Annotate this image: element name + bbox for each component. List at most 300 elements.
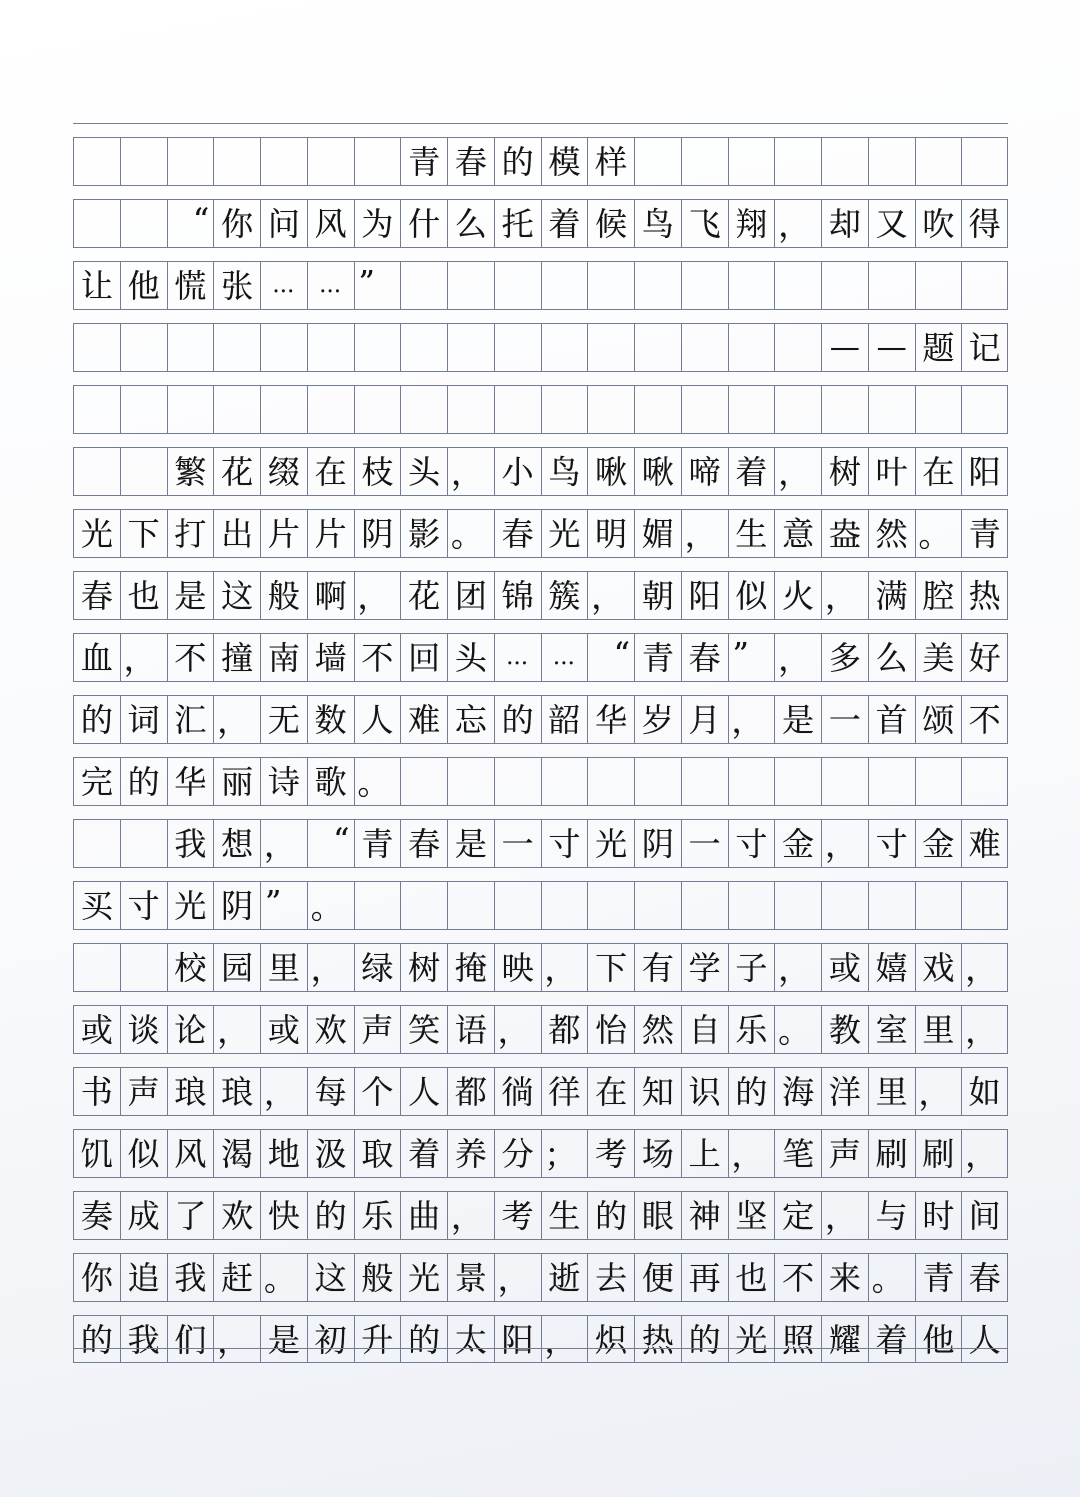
grid-cell-char: 青: [634, 634, 681, 681]
grid-cell-char: 欢: [213, 1192, 260, 1239]
grid-cell-char: 飞: [681, 200, 728, 247]
grid-cell-empty: [400, 324, 447, 371]
grid-cell-char: 多: [821, 634, 868, 681]
grid-cell-empty: [915, 758, 962, 805]
grid-cell-char: 血: [73, 634, 120, 681]
grid-cell-char: 火: [774, 572, 821, 619]
grid-cell-char: 声: [354, 1006, 401, 1053]
grid-cell-char: 么: [447, 200, 494, 247]
grid-cell-char: 学: [681, 944, 728, 991]
grid-cell-char: 书: [73, 1068, 120, 1115]
grid-cell-empty: [821, 882, 868, 929]
grid-cell-empty: [400, 386, 447, 433]
grid-cell-char: 金: [774, 820, 821, 867]
grid-cell-char: 墙: [307, 634, 354, 681]
grid-cell-char: 眼: [634, 1192, 681, 1239]
grid-cell-char: 模: [541, 138, 588, 185]
grid-cell-char: 人: [354, 696, 401, 743]
grid-cell-char: 寸: [868, 820, 915, 867]
grid-cell-char: 光: [541, 510, 588, 557]
grid-cell-char: 候: [587, 200, 634, 247]
grid-cell-char: 上: [681, 1130, 728, 1177]
grid-cell-empty: [400, 262, 447, 309]
grid-cell-char: 欢: [307, 1006, 354, 1053]
grid-cell-char: 华: [587, 696, 634, 743]
grid-cell-char: ，: [541, 944, 588, 991]
grid-cell-char: 初: [307, 1316, 354, 1363]
grid-cell-char: ，: [681, 510, 728, 557]
grid-cell-char: ，: [961, 1130, 1008, 1177]
grid-cell-empty: [120, 386, 167, 433]
grid-cell-empty: [728, 262, 775, 309]
grid-cell-char: 曲: [400, 1192, 447, 1239]
grid-cell-char: 撞: [213, 634, 260, 681]
grid-cell-char: 照: [774, 1316, 821, 1363]
grid-cell-char: 笑: [400, 1006, 447, 1053]
grid-cell-char: 完: [73, 758, 120, 805]
grid-cell-char: —: [868, 324, 915, 371]
writing-grid-paper: [73, 123, 1008, 1371]
grid-cell-char: 来: [821, 1254, 868, 1301]
grid-cell-empty: [494, 262, 541, 309]
grid-cell-char: 生: [728, 510, 775, 557]
grid-cell-char: 在: [915, 448, 962, 495]
grid-cell-empty: [681, 758, 728, 805]
grid-separator-band: [73, 1177, 1008, 1192]
grid-cell-char: 自: [681, 1006, 728, 1053]
grid-cell-empty: [73, 200, 120, 247]
grid-cell-empty: [774, 882, 821, 929]
grid-cell-char: “: [587, 634, 634, 681]
grid-row: [73, 1068, 1008, 1115]
grid-cell-empty: [634, 262, 681, 309]
grid-cell-char: 绿: [354, 944, 401, 991]
grid-cell-empty: [447, 882, 494, 929]
grid-row: [73, 758, 1008, 805]
grid-cell-empty: [634, 386, 681, 433]
grid-cell-empty: [447, 262, 494, 309]
grid-cell-char: 个: [354, 1068, 401, 1115]
grid-cell-char: 论: [167, 1006, 214, 1053]
grid-cell-empty: [120, 138, 167, 185]
grid-cell-empty: [73, 944, 120, 991]
grid-cell-char: 团: [447, 572, 494, 619]
grid-cell-char: 他: [120, 262, 167, 309]
grid-separator-band: [73, 1239, 1008, 1254]
grid-cell-char: 树: [400, 944, 447, 991]
grid-cell-char: 不: [774, 1254, 821, 1301]
grid-cell-empty: [400, 758, 447, 805]
grid-separator-band: [73, 1348, 1008, 1363]
grid-cell-char: 声: [120, 1068, 167, 1115]
grid-separator-band: [73, 309, 1008, 324]
grid-cell-char: 琅: [213, 1068, 260, 1115]
grid-cell-char: 语: [447, 1006, 494, 1053]
grid-separator-band: [73, 123, 1008, 138]
grid-cell-empty: [354, 386, 401, 433]
grid-cell-char: 。: [260, 1254, 307, 1301]
grid-cell-char: 片: [307, 510, 354, 557]
grid-cell-empty: [728, 882, 775, 929]
grid-cell-empty: [260, 138, 307, 185]
grid-cell-char: 韶: [541, 696, 588, 743]
grid-cell-char: 诗: [260, 758, 307, 805]
grid-cell-char: 的: [307, 1192, 354, 1239]
grid-cell-char: 簇: [541, 572, 588, 619]
grid-cell-char: 青: [400, 138, 447, 185]
grid-cell-char: 汲: [307, 1130, 354, 1177]
grid-cell-char: 丽: [213, 758, 260, 805]
grid-cell-char: ，: [307, 944, 354, 991]
grid-cell-empty: [167, 324, 214, 371]
grid-cell-char: 着: [868, 1316, 915, 1363]
grid-cell-char: 回: [400, 634, 447, 681]
grid-cell-char: 春: [681, 634, 728, 681]
grid-row: [73, 634, 1008, 681]
grid-cell-char: 影: [400, 510, 447, 557]
grid-cell-char: 映: [494, 944, 541, 991]
grid-cell-empty: [915, 138, 962, 185]
grid-separator-band: [73, 805, 1008, 820]
grid-cell-char: ”: [354, 262, 401, 309]
grid-cell-char: 题: [915, 324, 962, 371]
grid-cell-char: 快: [260, 1192, 307, 1239]
grid-cell-char: 青: [915, 1254, 962, 1301]
grid-cell-char: 教: [821, 1006, 868, 1053]
grid-cell-empty: [541, 882, 588, 929]
grid-cell-char: ”: [728, 634, 775, 681]
grid-cell-char: 不: [167, 634, 214, 681]
grid-cell-char: 阳: [494, 1316, 541, 1363]
grid-cell-empty: [915, 262, 962, 309]
grid-cell-char: 忘: [447, 696, 494, 743]
grid-cell-empty: [120, 324, 167, 371]
grid-cell-char: 的: [73, 1316, 120, 1363]
grid-cell-char: 啼: [681, 448, 728, 495]
grid-cell-empty: [213, 386, 260, 433]
grid-cell-empty: [774, 262, 821, 309]
grid-cell-char: 阳: [961, 448, 1008, 495]
grid-cell-char: 青: [961, 510, 1008, 557]
grid-cell-char: ，: [728, 1130, 775, 1177]
grid-row: [73, 1006, 1008, 1053]
grid-cell-char: 再: [681, 1254, 728, 1301]
grid-cell-char: ，: [494, 1006, 541, 1053]
grid-cell-char: 头: [400, 448, 447, 495]
grid-cell-char: 考: [587, 1130, 634, 1177]
grid-cell-empty: [120, 944, 167, 991]
grid-cell-char: ，: [728, 696, 775, 743]
grid-cell-char: 刷: [868, 1130, 915, 1177]
grid-cell-char: 春: [447, 138, 494, 185]
grid-cell-char: 春: [494, 510, 541, 557]
grid-cell-char: 记: [961, 324, 1008, 371]
grid-cell-empty: [587, 386, 634, 433]
grid-cell-empty: [728, 138, 775, 185]
grid-cell-char: 场: [634, 1130, 681, 1177]
grid-cell-char: 阳: [681, 572, 728, 619]
grid-cell-empty: [961, 138, 1008, 185]
grid-cell-char: 好: [961, 634, 1008, 681]
grid-cell-char: ”: [260, 882, 307, 929]
grid-cell-char: 着: [541, 200, 588, 247]
grid-cell-empty: [915, 882, 962, 929]
grid-cell-char: 下: [120, 510, 167, 557]
grid-cell-char: 徜: [494, 1068, 541, 1115]
grid-cell-empty: [681, 882, 728, 929]
grid-separator-band: [73, 619, 1008, 634]
grid-cell-char: 阴: [634, 820, 681, 867]
grid-cell-char: 室: [868, 1006, 915, 1053]
grid-cell-char: 寸: [728, 820, 775, 867]
grid-cell-char: 太: [447, 1316, 494, 1363]
grid-row: [73, 200, 1008, 247]
grid-cell-char: 里: [915, 1006, 962, 1053]
grid-cell-char: 我: [167, 820, 214, 867]
grid-cell-char: 识: [681, 1068, 728, 1115]
grid-cell-char: 风: [307, 200, 354, 247]
grid-cell-char: 的: [681, 1316, 728, 1363]
grid-cell-char: 华: [167, 758, 214, 805]
grid-cell-empty: [120, 820, 167, 867]
grid-cell-empty: [307, 138, 354, 185]
grid-cell-char: 分: [494, 1130, 541, 1177]
grid-cell-char: 么: [868, 634, 915, 681]
grid-cell-char: 明: [587, 510, 634, 557]
grid-cell-empty: [447, 386, 494, 433]
grid-cell-char: 岁: [634, 696, 681, 743]
grid-cell-char: 他: [915, 1316, 962, 1363]
grid-cell-empty: [354, 882, 401, 929]
grid-separator-band: [73, 1301, 1008, 1316]
grid-cell-char: ，: [260, 820, 307, 867]
grid-cell-char: ，: [961, 1006, 1008, 1053]
grid-cell-char: 都: [447, 1068, 494, 1115]
grid-cell-char: 子: [728, 944, 775, 991]
grid-cell-char: 出: [213, 510, 260, 557]
grid-cell-char: ，: [494, 1254, 541, 1301]
grid-cell-empty: [260, 324, 307, 371]
grid-cell-char: 南: [260, 634, 307, 681]
grid-cell-char: 是: [167, 572, 214, 619]
grid-cell-char: 如: [961, 1068, 1008, 1115]
grid-cell-empty: [354, 324, 401, 371]
grid-cell-char: 一: [494, 820, 541, 867]
grid-cell-char: 让: [73, 262, 120, 309]
title-row: [73, 138, 1008, 185]
grid-row: [73, 510, 1008, 557]
grid-row: [73, 1192, 1008, 1239]
grid-cell-char: 数: [307, 696, 354, 743]
grid-cell-char: 金: [915, 820, 962, 867]
grid-separator-band: [73, 867, 1008, 882]
grid-cell-char: 神: [681, 1192, 728, 1239]
grid-cell-empty: [728, 386, 775, 433]
grid-cell-empty: [73, 138, 120, 185]
grid-cell-char: 头: [447, 634, 494, 681]
grid-separator-band: [73, 247, 1008, 262]
grid-row: [73, 448, 1008, 495]
grid-cell-char: ，: [774, 200, 821, 247]
grid-cell-char: 的: [494, 138, 541, 185]
grid-cell-char: 嬉: [868, 944, 915, 991]
grid-cell-char: 知: [634, 1068, 681, 1115]
grid-cell-empty: [634, 324, 681, 371]
grid-cell-empty: [73, 820, 120, 867]
grid-cell-empty: [915, 386, 962, 433]
grid-cell-char: 青: [354, 820, 401, 867]
grid-separator-band: [73, 1053, 1008, 1068]
grid-cell-char: 间: [961, 1192, 1008, 1239]
grid-cell-char: 里: [260, 944, 307, 991]
grid-cell-char: 热: [634, 1316, 681, 1363]
grid-cell-char: …: [260, 262, 307, 309]
grid-separator-band: [73, 1115, 1008, 1130]
grid-cell-char: 又: [868, 200, 915, 247]
grid-separator-band: [73, 371, 1008, 386]
grid-cell-char: 渴: [213, 1130, 260, 1177]
grid-cell-char: 寸: [120, 882, 167, 929]
grid-cell-char: 的: [73, 696, 120, 743]
grid-cell-char: 般: [354, 1254, 401, 1301]
grid-cell-char: 乐: [354, 1192, 401, 1239]
grid-cell-char: 慌: [167, 262, 214, 309]
grid-cell-char: 人: [961, 1316, 1008, 1363]
grid-cell-char: 的: [400, 1316, 447, 1363]
grid-cell-char: “: [307, 820, 354, 867]
grid-cell-char: 美: [915, 634, 962, 681]
grid-separator-band: [73, 929, 1008, 944]
grid-cell-char: 颂: [915, 696, 962, 743]
grid-cell-empty: [494, 324, 541, 371]
grid-row: [73, 882, 1008, 929]
grid-cell-char: 春: [73, 572, 120, 619]
grid-cell-char: 在: [307, 448, 354, 495]
grid-cell-char: 洋: [821, 1068, 868, 1115]
grid-cell-char: 春: [961, 1254, 1008, 1301]
grid-cell-empty: [868, 882, 915, 929]
grid-cell-char: 阴: [213, 882, 260, 929]
grid-cell-char: 定: [774, 1192, 821, 1239]
grid-cell-char: 却: [821, 200, 868, 247]
grid-cell-char: 琅: [167, 1068, 214, 1115]
grid-cell-empty: [73, 448, 120, 495]
grid-cell-char: ，: [447, 1192, 494, 1239]
grid-cell-char: 似: [728, 572, 775, 619]
grid-cell-char: 不: [961, 696, 1008, 743]
grid-cell-empty: [774, 386, 821, 433]
grid-cell-char: 光: [400, 1254, 447, 1301]
grid-cell-char: 怡: [587, 1006, 634, 1053]
grid-cell-char: 你: [73, 1254, 120, 1301]
grid-cell-empty: [961, 758, 1008, 805]
grid-cell-char: 光: [167, 882, 214, 929]
grid-cell-char: 们: [167, 1316, 214, 1363]
grid-cell-char: 去: [587, 1254, 634, 1301]
grid-cell-char: 。: [447, 510, 494, 557]
grid-cell-char: 徉: [541, 1068, 588, 1115]
grid-cell-char: 盎: [821, 510, 868, 557]
grid-cell-char: 下: [587, 944, 634, 991]
grid-cell-char: 鸟: [541, 448, 588, 495]
grid-cell-char: 月: [681, 696, 728, 743]
grid-cell-empty: [587, 262, 634, 309]
grid-cell-char: 的: [120, 758, 167, 805]
grid-cell-char: 谈: [120, 1006, 167, 1053]
grid-cell-char: 啾: [634, 448, 681, 495]
grid-cell-char: 繁: [167, 448, 214, 495]
grid-cell-char: ，: [213, 1006, 260, 1053]
grid-cell-char: 。: [354, 758, 401, 805]
grid-cell-empty: [681, 138, 728, 185]
grid-cell-char: 笔: [774, 1130, 821, 1177]
grid-cell-char: 首: [868, 696, 915, 743]
grid-cell-empty: [634, 138, 681, 185]
grid-cell-empty: [167, 138, 214, 185]
grid-cell-char: 坚: [728, 1192, 775, 1239]
grid-cell-empty: [541, 262, 588, 309]
grid-cell-char: 刷: [915, 1130, 962, 1177]
grid-cell-char: 养: [447, 1130, 494, 1177]
grid-cell-char: 校: [167, 944, 214, 991]
grid-cell-char: 耀: [821, 1316, 868, 1363]
grid-cell-char: 风: [167, 1130, 214, 1177]
grid-cell-char: 一: [681, 820, 728, 867]
grid-cell-empty: [213, 138, 260, 185]
grid-cell-char: 然: [868, 510, 915, 557]
grid-cell-char: 翔: [728, 200, 775, 247]
grid-cell-char: 媚: [634, 510, 681, 557]
grid-cell-char: 或: [260, 1006, 307, 1053]
grid-cell-char: 阴: [354, 510, 401, 557]
grid-cell-empty: [354, 138, 401, 185]
grid-cell-char: 这: [213, 572, 260, 619]
grid-cell-empty: [541, 386, 588, 433]
grid-cell-char: 什: [400, 200, 447, 247]
grid-cell-char: 饥: [73, 1130, 120, 1177]
grid-row: [73, 1130, 1008, 1177]
grid-cell-empty: [120, 200, 167, 247]
grid-cell-char: 赶: [213, 1254, 260, 1301]
grid-row: [73, 572, 1008, 619]
grid-cell-char: 热: [961, 572, 1008, 619]
grid-cell-char: ，: [774, 944, 821, 991]
grid-cell-char: 光: [728, 1316, 775, 1363]
grid-cell-empty: [728, 324, 775, 371]
grid-cell-char: 托: [494, 200, 541, 247]
grid-cell-char: 鸟: [634, 200, 681, 247]
grid-separator-band: [73, 681, 1008, 696]
grid-cell-empty: [167, 386, 214, 433]
grid-cell-empty: [681, 324, 728, 371]
grid-cell-char: 有: [634, 944, 681, 991]
grid-cell-char: 与: [868, 1192, 915, 1239]
grid-cell-char: 缀: [260, 448, 307, 495]
grid-cell-empty: [821, 386, 868, 433]
grid-cell-char: “: [167, 200, 214, 247]
grid-cell-char: 我: [167, 1254, 214, 1301]
grid-cell-empty: [634, 882, 681, 929]
grid-cell-char: 张: [213, 262, 260, 309]
grid-cell-char: 生: [541, 1192, 588, 1239]
grid-cell-char: 也: [120, 572, 167, 619]
grid-cell-char: 无: [260, 696, 307, 743]
grid-cell-char: …: [307, 262, 354, 309]
grid-cell-empty: [541, 758, 588, 805]
grid-cell-char: —: [821, 324, 868, 371]
grid-cell-char: 或: [821, 944, 868, 991]
grid-cell-empty: [821, 758, 868, 805]
